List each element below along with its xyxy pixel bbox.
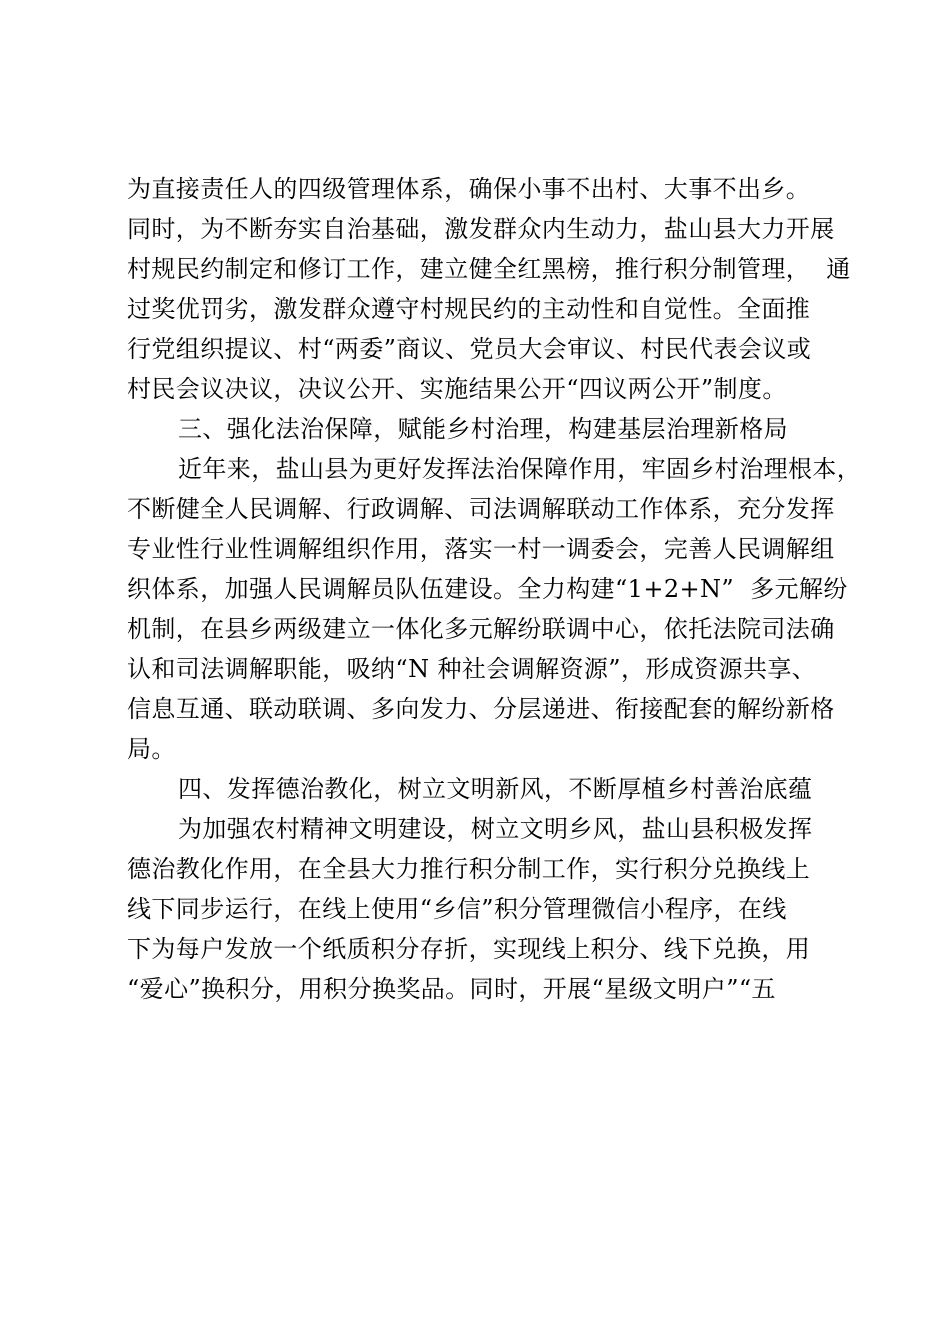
body-text-line: 为直接责任人的四级管理体系，确保小事不出村、大事不出乡。 [127,175,811,203]
body-text-line: 织体系，加强人民调解员队伍建设。全力构建“1+2+N” 多元解纷 [127,575,848,603]
body-text-line: 德治教化作用，在全县大力推行积分制工作，实行积分兑换线上 [127,855,811,883]
body-text-line: “爱心”换积分，用积分换奖品。同时，开展“星级文明户”“五 [127,975,776,1003]
body-text-line: 近年来，盐山县为更好发挥法治保障作用，牢固乡村治理根本， [178,455,862,483]
body-text-line: 信息互通、联动联调、多向发力、分层递进、衔接配套的解纷新格 [127,695,835,723]
body-text-line: 下为每户发放一个纸质积分存折，实现线上积分、线下兑换，用 [127,935,811,963]
body-text-line: 为加强农村精神文明建设，树立文明乡风，盐山县积极发挥 [178,815,813,843]
body-text-line: 线下同步运行，在线上使用“乡信”积分管理微信小程序，在线 [127,895,787,923]
section-heading-3: 三、强化法治保障，赋能乡村治理，构建基层治理新格局 [178,415,788,443]
body-text-line: 专业性行业性调解组织作用，落实一村一调委会，完善人民调解组 [127,535,835,563]
body-text-line: 行党组织提议、村“两委”商议、党员大会审议、村民代表会议或 [127,335,812,363]
body-text-line: 不断健全人民调解、行政调解、司法调解联动工作体系，充分发挥 [127,495,835,523]
section-heading-4: 四、发挥德治教化，树立文明新风，不断厚植乡村善治底蕴 [178,775,813,803]
body-text-line: 村规民约制定和修订工作，建立健全红黑榜，推行积分制管理， 通 [127,255,851,283]
body-text-line: 过奖优罚劣，激发群众遵守村规民约的主动性和自觉性。全面推 [127,295,811,323]
body-text-line: 局。 [127,735,176,763]
body-text-line: 村民会议决议，决议公开、实施结果公开“四议两公开”制度。 [127,375,787,403]
body-text-line: 同时，为不断夯实自治基础，激发群众内生动力，盐山县大力开展 [127,215,835,243]
body-text-line: 机制，在县乡两级建立一体化多元解纷联调中心，依托法院司法确 [127,615,835,643]
body-text-line: 认和司法调解职能，吸纳“N 种社会调解资源”，形成资源共享、 [127,655,817,683]
